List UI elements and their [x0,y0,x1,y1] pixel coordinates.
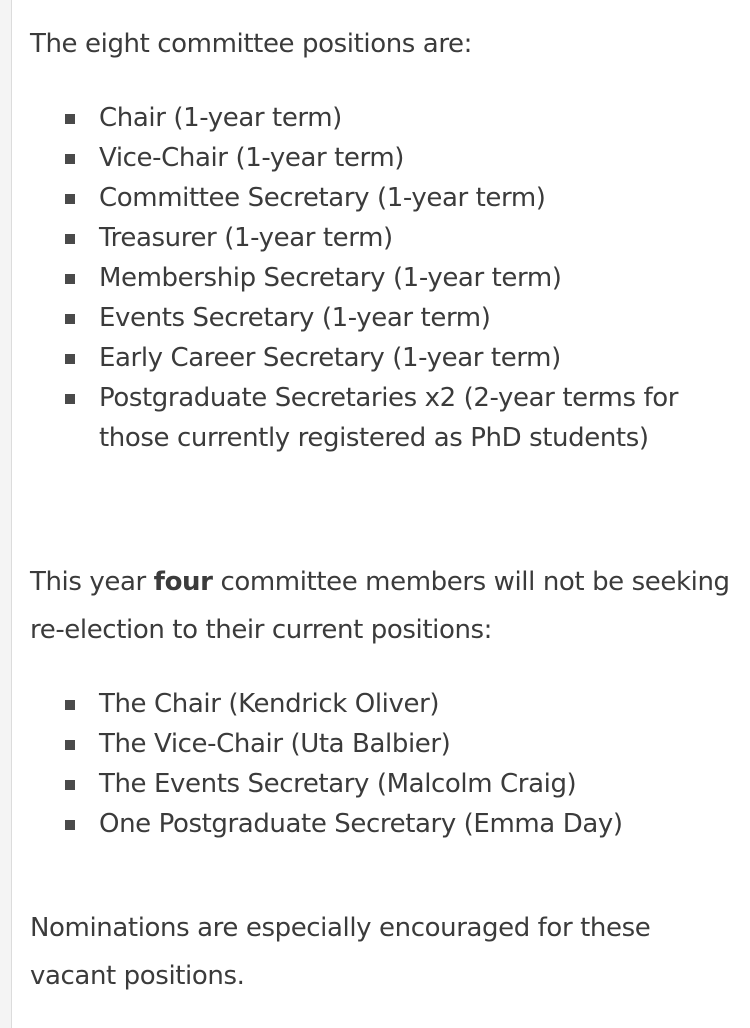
departing-text: The Vice-Chair (Uta Balbier) [99,729,451,759]
list-item [12,138,699,178]
list-item [12,804,699,844]
list-item [12,378,699,458]
departing-text: One Postgraduate Secretary (Emma Day) [99,809,623,839]
square-bullet-icon [65,154,75,164]
reelection-text-before: This year [30,567,154,597]
position-text: Events Secretary (1-year term) [99,303,491,333]
position-text: Treasurer (1-year term) [99,223,393,253]
square-bullet-icon [65,314,75,324]
position-text: Committee Secretary (1-year term) [99,183,546,213]
positions-intro: The eight committee positions are: [30,29,473,59]
position-text: Vice-Chair (1-year term) [99,143,405,173]
departing-text: The Events Secretary (Malcolm Craig) [99,769,577,799]
list-item [12,98,699,138]
list-item [12,764,699,804]
square-bullet-icon [65,740,75,750]
square-bullet-icon [65,354,75,364]
reelection-emphasis: four [153,567,213,597]
reelection-paragraph [30,558,730,654]
list-item [12,298,699,338]
square-bullet-icon [65,274,75,284]
list-item [12,178,699,218]
departing-text: The Chair (Kendrick Oliver) [99,689,440,719]
list-item [12,338,699,378]
square-bullet-icon [65,194,75,204]
reelection-text-after: committee members will not be seeking re-election to their current positions: [30,567,730,645]
position-text: Chair (1-year term) [99,103,342,133]
positions-list [12,98,742,458]
article-content [11,0,750,1028]
list-item [12,684,699,724]
square-bullet-icon [65,394,75,404]
list-item [12,218,699,258]
position-text: Early Career Secretary (1-year term) [99,343,561,373]
square-bullet-icon [65,780,75,790]
square-bullet-icon [65,114,75,124]
position-text: Membership Secretary (1-year term) [99,263,562,293]
position-text: Postgraduate Secretaries x2 (2-year terms for those currently registered as PhD students) [99,383,679,453]
square-bullet-icon [65,234,75,244]
departing-list [12,684,742,844]
list-item [12,724,699,764]
square-bullet-icon [65,820,75,830]
closing-paragraph: Nominations are especially encouraged for these vacant positions. [30,913,651,991]
square-bullet-icon [65,700,75,710]
list-item [12,258,699,298]
